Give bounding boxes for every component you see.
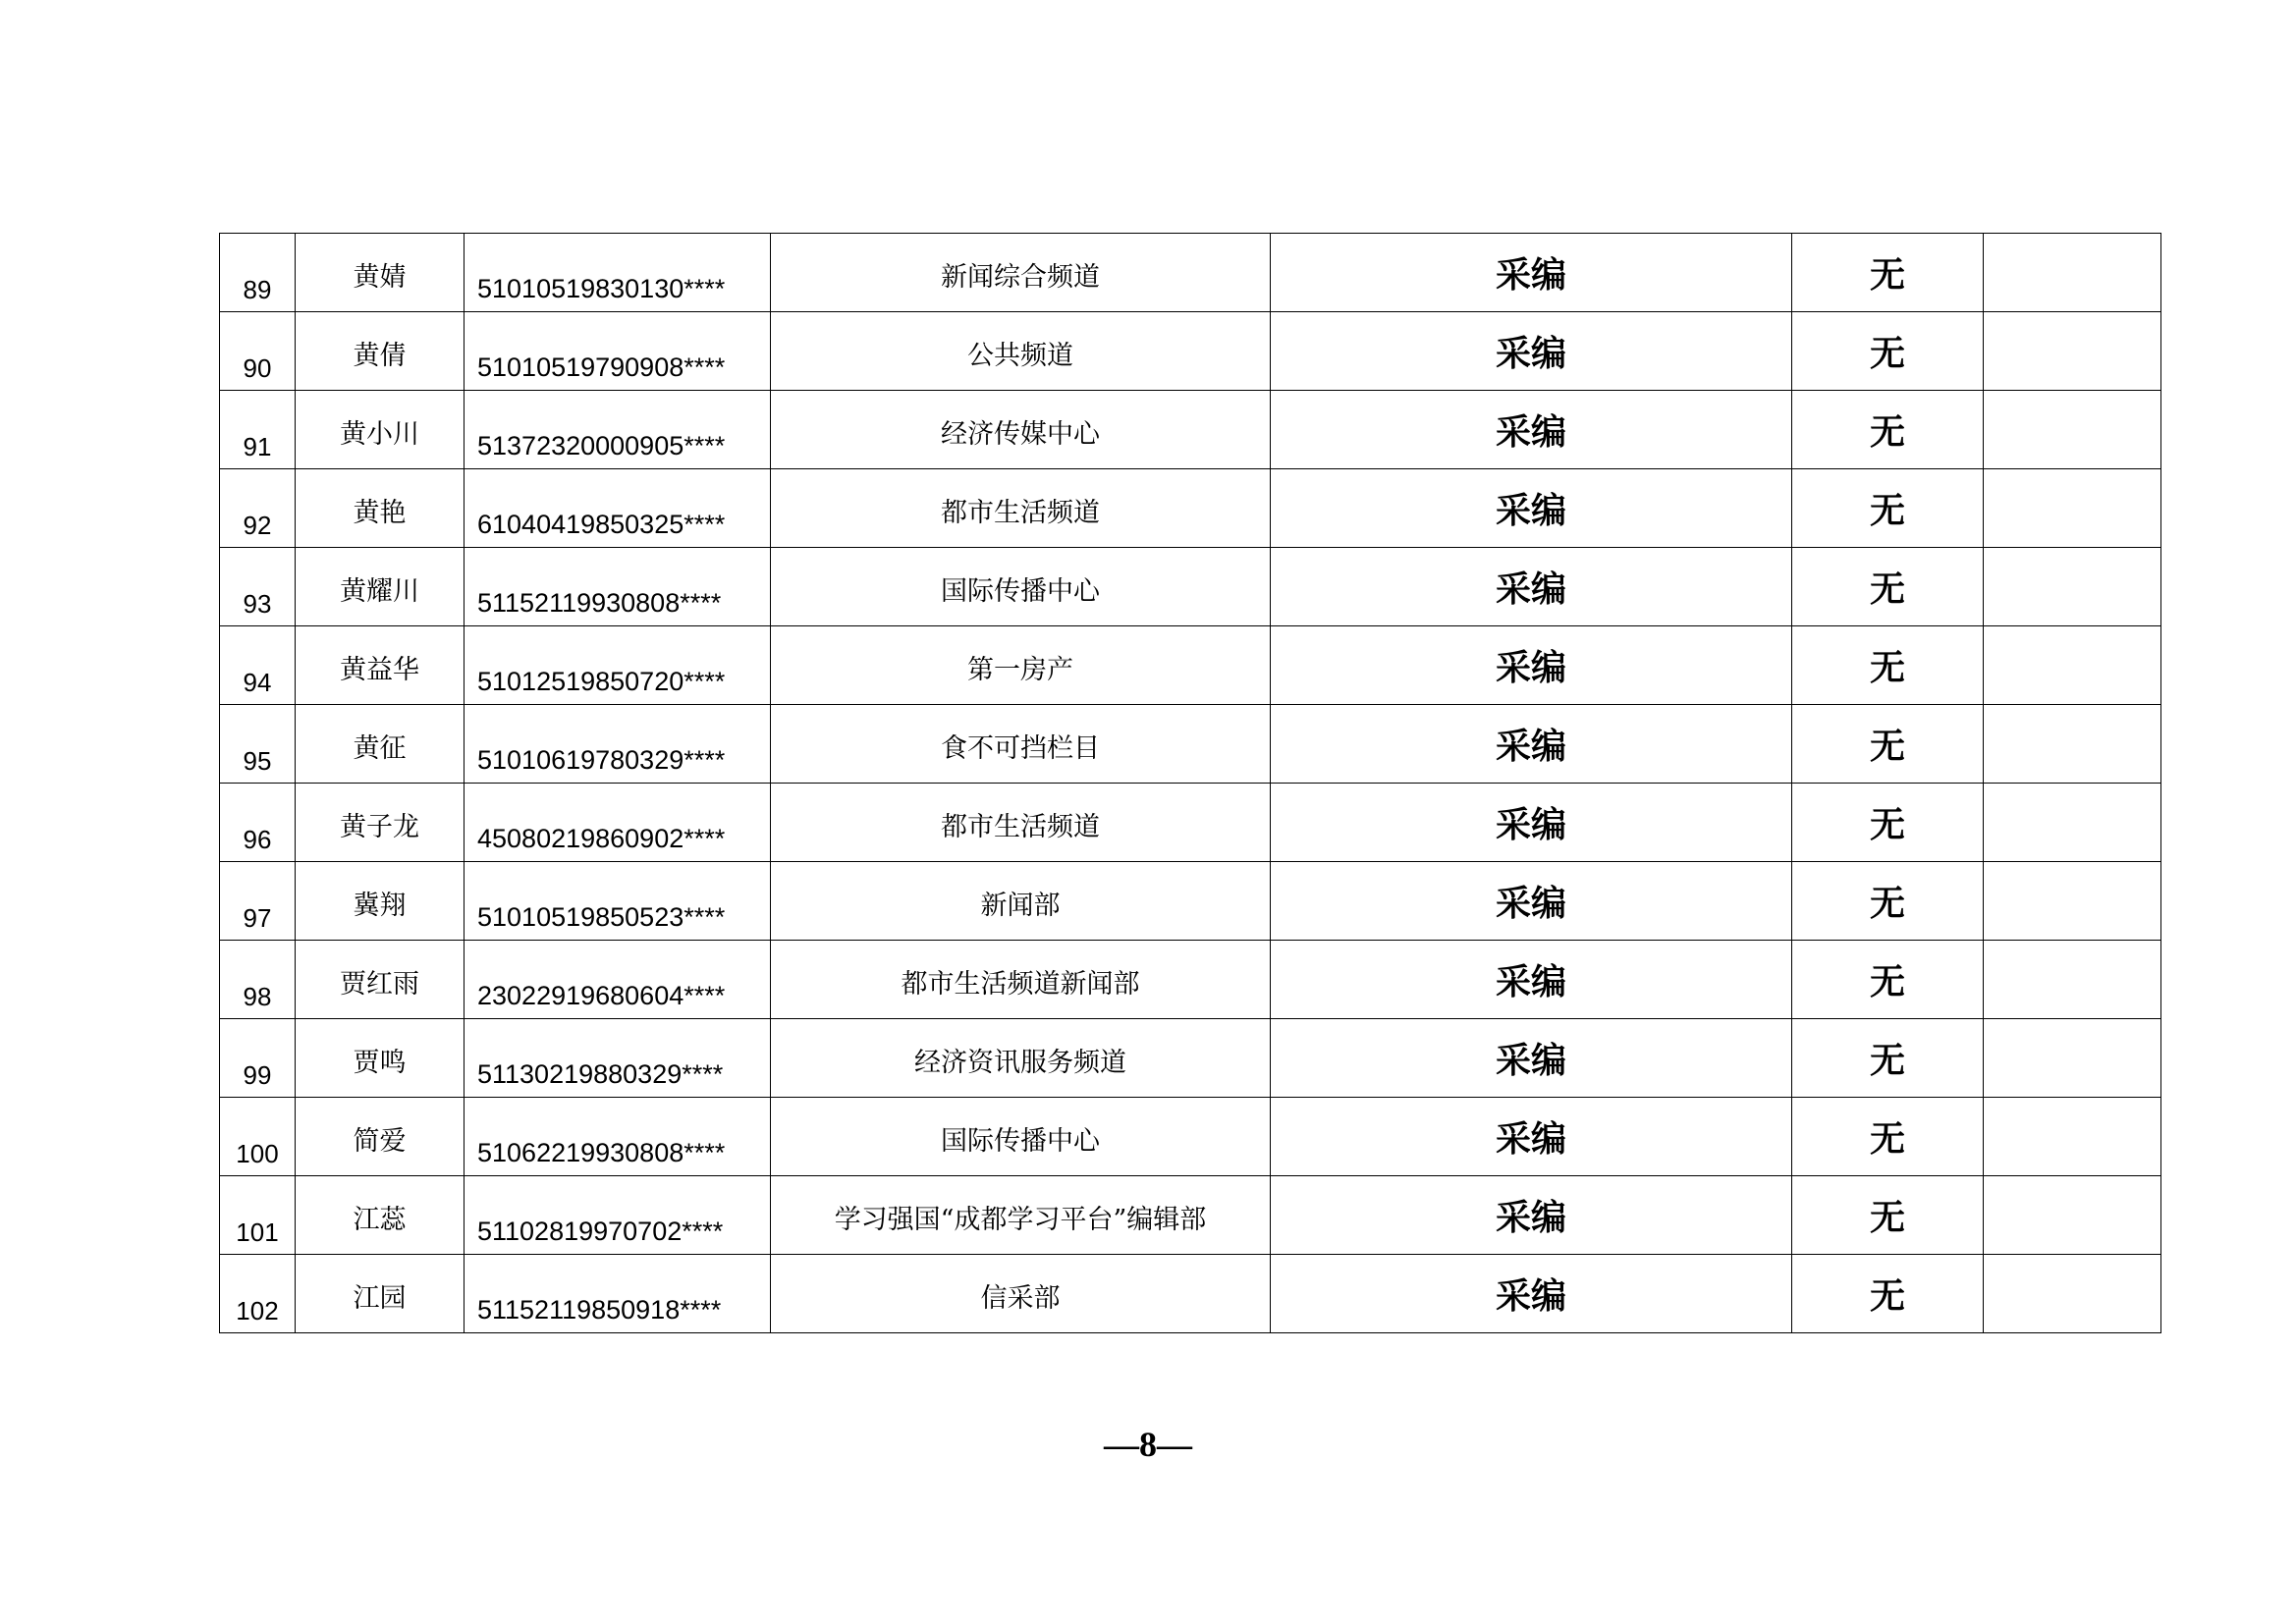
name-cell: 黄耀川 — [296, 548, 465, 626]
department-cell: 国际传播中心 — [771, 548, 1271, 626]
award-cell: 无 — [1792, 705, 1984, 784]
department-cell: 都市生活频道新闻部 — [771, 941, 1271, 1019]
remark-cell — [1984, 1176, 2161, 1255]
remark-cell — [1984, 1019, 2161, 1098]
table-row — [220, 784, 2161, 862]
id-number-cell: 51010519790908**** — [465, 312, 771, 391]
table-row — [220, 1098, 2161, 1176]
personnel-table — [219, 233, 2161, 1333]
table-row — [220, 548, 2161, 626]
award-cell: 无 — [1792, 391, 1984, 469]
name-cell: 贾鸣 — [296, 1019, 465, 1098]
job-type-cell: 采编 — [1271, 705, 1792, 784]
award-cell: 无 — [1792, 941, 1984, 1019]
page-number: —8— — [1104, 1425, 1192, 1464]
remark-cell — [1984, 1255, 2161, 1333]
name-cell: 冀翔 — [296, 862, 465, 941]
table-row — [220, 312, 2161, 391]
name-cell: 黄倩 — [296, 312, 465, 391]
name-cell: 贾红雨 — [296, 941, 465, 1019]
id-number-cell: 51152119930808**** — [465, 548, 771, 626]
job-type-cell: 采编 — [1271, 1098, 1792, 1176]
name-cell: 江蕊 — [296, 1176, 465, 1255]
row-number-cell: 95 — [220, 705, 296, 784]
row-number-cell: 94 — [220, 626, 296, 705]
department-cell: 新闻部 — [771, 862, 1271, 941]
table-body — [220, 234, 2161, 1333]
job-type-cell: 采编 — [1271, 626, 1792, 705]
job-type-cell: 采编 — [1271, 1176, 1792, 1255]
id-number-cell: 51062219930808**** — [465, 1098, 771, 1176]
id-number-cell: 51130219880329**** — [465, 1019, 771, 1098]
remark-cell — [1984, 391, 2161, 469]
department-cell: 经济传媒中心 — [771, 391, 1271, 469]
award-cell: 无 — [1792, 1019, 1984, 1098]
department-cell: 食不可挡栏目 — [771, 705, 1271, 784]
award-cell: 无 — [1792, 784, 1984, 862]
row-number-cell: 92 — [220, 469, 296, 548]
remark-cell — [1984, 705, 2161, 784]
row-number-cell: 97 — [220, 862, 296, 941]
award-cell: 无 — [1792, 862, 1984, 941]
job-type-cell: 采编 — [1271, 1019, 1792, 1098]
name-cell: 黄益华 — [296, 626, 465, 705]
name-cell: 黄子龙 — [296, 784, 465, 862]
remark-cell — [1984, 862, 2161, 941]
name-cell: 黄艳 — [296, 469, 465, 548]
id-number-cell: 23022919680604**** — [465, 941, 771, 1019]
department-cell: 公共频道 — [771, 312, 1271, 391]
department-cell: 新闻综合频道 — [771, 234, 1271, 312]
remark-cell — [1984, 548, 2161, 626]
remark-cell — [1984, 234, 2161, 312]
id-number-cell: 51010519830130**** — [465, 234, 771, 312]
row-number-cell: 100 — [220, 1098, 296, 1176]
job-type-cell: 采编 — [1271, 862, 1792, 941]
id-number-cell: 51102819970702**** — [465, 1176, 771, 1255]
id-number-cell: 51010519850523**** — [465, 862, 771, 941]
name-cell: 黄小川 — [296, 391, 465, 469]
department-cell: 学习强国“成都学习平台”编辑部 — [771, 1176, 1271, 1255]
row-number-cell: 90 — [220, 312, 296, 391]
department-cell: 信采部 — [771, 1255, 1271, 1333]
award-cell: 无 — [1792, 1176, 1984, 1255]
table-row — [220, 1019, 2161, 1098]
row-number-cell: 102 — [220, 1255, 296, 1333]
award-cell: 无 — [1792, 1098, 1984, 1176]
row-number-cell: 96 — [220, 784, 296, 862]
table-row — [220, 862, 2161, 941]
remark-cell — [1984, 784, 2161, 862]
row-number-cell: 99 — [220, 1019, 296, 1098]
job-type-cell: 采编 — [1271, 548, 1792, 626]
id-number-cell: 51152119850918**** — [465, 1255, 771, 1333]
department-cell: 第一房产 — [771, 626, 1271, 705]
remark-cell — [1984, 941, 2161, 1019]
table-row — [220, 1176, 2161, 1255]
table-row — [220, 469, 2161, 548]
job-type-cell: 采编 — [1271, 312, 1792, 391]
award-cell: 无 — [1792, 312, 1984, 391]
id-number-cell: 61040419850325**** — [465, 469, 771, 548]
award-cell: 无 — [1792, 1255, 1984, 1333]
name-cell: 黄婧 — [296, 234, 465, 312]
job-type-cell: 采编 — [1271, 941, 1792, 1019]
department-cell: 经济资讯服务频道 — [771, 1019, 1271, 1098]
row-number-cell: 93 — [220, 548, 296, 626]
award-cell: 无 — [1792, 548, 1984, 626]
job-type-cell: 采编 — [1271, 234, 1792, 312]
remark-cell — [1984, 469, 2161, 548]
table-row — [220, 391, 2161, 469]
remark-cell — [1984, 626, 2161, 705]
job-type-cell: 采编 — [1271, 1255, 1792, 1333]
department-cell: 都市生活频道 — [771, 469, 1271, 548]
job-type-cell: 采编 — [1271, 469, 1792, 548]
remark-cell — [1984, 1098, 2161, 1176]
job-type-cell: 采编 — [1271, 391, 1792, 469]
table-row — [220, 941, 2161, 1019]
award-cell: 无 — [1792, 234, 1984, 312]
award-cell: 无 — [1792, 469, 1984, 548]
award-cell: 无 — [1792, 626, 1984, 705]
id-number-cell: 51012519850720**** — [465, 626, 771, 705]
remark-cell — [1984, 312, 2161, 391]
row-number-cell: 98 — [220, 941, 296, 1019]
table-row — [220, 626, 2161, 705]
department-cell: 国际传播中心 — [771, 1098, 1271, 1176]
row-number-cell: 89 — [220, 234, 296, 312]
id-number-cell: 51372320000905**** — [465, 391, 771, 469]
name-cell: 黄征 — [296, 705, 465, 784]
table-row — [220, 705, 2161, 784]
name-cell: 简爱 — [296, 1098, 465, 1176]
id-number-cell: 51010619780329**** — [465, 705, 771, 784]
row-number-cell: 101 — [220, 1176, 296, 1255]
row-number-cell: 91 — [220, 391, 296, 469]
id-number-cell: 45080219860902**** — [465, 784, 771, 862]
name-cell: 江园 — [296, 1255, 465, 1333]
department-cell: 都市生活频道 — [771, 784, 1271, 862]
table-row — [220, 1255, 2161, 1333]
job-type-cell: 采编 — [1271, 784, 1792, 862]
table-row — [220, 234, 2161, 312]
